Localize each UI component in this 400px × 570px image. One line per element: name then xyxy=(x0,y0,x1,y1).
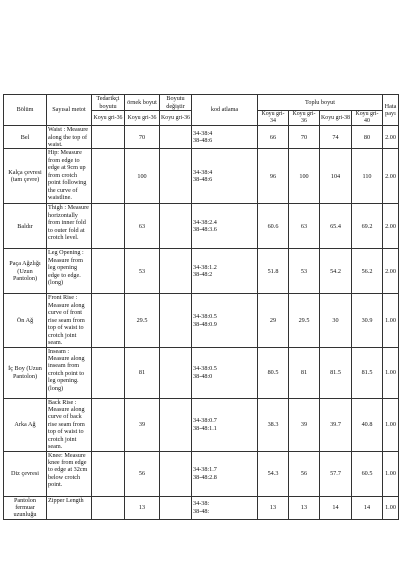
row-method: Front Rise : Measure along curve of front rise seam from top of waist to crotch joint seam. xyxy=(47,294,92,347)
row-part: İç Boy (Uzun Pantolon) xyxy=(4,347,47,398)
row-bulk-38: 39.7 xyxy=(320,398,352,451)
row-sample: 29.5 xyxy=(125,294,160,347)
row-code: 34-38:0.5 38-48:0 xyxy=(192,347,258,398)
row-bulk-36: 56 xyxy=(289,451,320,496)
row-supplier xyxy=(92,126,125,149)
row-bulk-40: 56.2 xyxy=(352,249,383,294)
row-part: Arka Ağ xyxy=(4,398,47,451)
row-supplier xyxy=(92,496,125,519)
row-bulk-34: 80.5 xyxy=(258,347,289,398)
row-supplier xyxy=(92,149,125,204)
row-bulk-34: 60.6 xyxy=(258,204,289,249)
row-sample: 81 xyxy=(125,347,160,398)
row-sample: 13 xyxy=(125,496,160,519)
row-bulk-38: 30 xyxy=(320,294,352,347)
row-method: Thigh : Measure horizontally from inner fold to outer fold at crotch level. xyxy=(47,204,92,249)
row-supplier xyxy=(92,294,125,347)
row-code: 34-38:2.4 38-48:3.6 xyxy=(192,204,258,249)
row-measure-change xyxy=(160,204,192,249)
header-supplier: Tedarikçi boyutu xyxy=(92,95,125,111)
row-bulk-40: 80 xyxy=(352,126,383,149)
table-row xyxy=(4,451,399,496)
table-row xyxy=(4,398,399,451)
row-bulk-38: 65.4 xyxy=(320,204,352,249)
row-code: 34-38: 38-48: xyxy=(192,496,258,519)
row-method: Hip: Measure from edge to edge at 9cm up from crotch point following the curve of waistline. xyxy=(47,149,92,204)
row-tolerance: 1.00 xyxy=(383,451,399,496)
row-supplier xyxy=(92,398,125,451)
row-measure-change xyxy=(160,294,192,347)
row-method: Inseam : Measure along inseam from crotch point to leg opening. (long) xyxy=(47,347,92,398)
row-bulk-34: 29 xyxy=(258,294,289,347)
header-bulk: Toplu boyut xyxy=(258,95,383,111)
row-bulk-40: 110 xyxy=(352,149,383,204)
subheader-bulk-38: Koyu gri-38 xyxy=(320,111,352,126)
row-tolerance: 2.00 xyxy=(383,126,399,149)
row-bulk-34: 13 xyxy=(258,496,289,519)
row-sample: 53 xyxy=(125,249,160,294)
subheader-supplier: Koyu gri-36 xyxy=(92,111,125,126)
header-bolum: Bölüm xyxy=(4,95,47,126)
row-part: Diz çevresi xyxy=(4,451,47,496)
row-bulk-40: 14 xyxy=(352,496,383,519)
subheader-sample: Koyu gri-36 xyxy=(125,111,160,126)
header-tolerance: Hata payı xyxy=(383,95,399,126)
row-measure-change xyxy=(160,496,192,519)
row-part: Ön Ağ xyxy=(4,294,47,347)
row-bulk-40: 60.5 xyxy=(352,451,383,496)
row-bulk-36: 53 xyxy=(289,249,320,294)
row-tolerance: 2.00 xyxy=(383,149,399,204)
row-code: 34-38:4 38-48:6 xyxy=(192,126,258,149)
row-measure-change xyxy=(160,398,192,451)
row-bulk-34: 38.3 xyxy=(258,398,289,451)
row-bulk-34: 54.3 xyxy=(258,451,289,496)
row-measure-change xyxy=(160,126,192,149)
table-row xyxy=(4,126,399,149)
row-part: Kalça çevresi (tam çevre) xyxy=(4,149,47,204)
row-code: 34-38:4 38-48:6 xyxy=(192,149,258,204)
row-tolerance: 2.00 xyxy=(383,249,399,294)
row-method: Leg Opening : Measure from leg opening edge to edge. (long) xyxy=(47,249,92,294)
row-part: Bel xyxy=(4,126,47,149)
table-row xyxy=(4,249,399,294)
row-bulk-38: 57.7 xyxy=(320,451,352,496)
row-part: Baldır xyxy=(4,204,47,249)
row-part: Paça Ağzlığı (Uzun Pantolon) xyxy=(4,249,47,294)
row-sample: 56 xyxy=(125,451,160,496)
row-bulk-38: 104 xyxy=(320,149,352,204)
row-measure-change xyxy=(160,149,192,204)
row-method: Waist : Measure along the top of waist. xyxy=(48,126,90,149)
row-tolerance: 1.00 xyxy=(383,398,399,451)
row-bulk-36: 29.5 xyxy=(289,294,320,347)
row-sample: 100 xyxy=(125,149,160,204)
subheader-bulk-40: Koyu gri-40 xyxy=(352,111,383,126)
row-measure-change xyxy=(160,347,192,398)
row-bulk-36: 70 xyxy=(289,126,320,149)
row-bulk-38: 14 xyxy=(320,496,352,519)
row-bulk-40: 69.2 xyxy=(352,204,383,249)
subheader-bulk-34: Koyu gri-34 xyxy=(258,111,289,126)
row-measure-change xyxy=(160,249,192,294)
row-tolerance: 1.00 xyxy=(383,294,399,347)
row-bulk-36: 100 xyxy=(289,149,320,204)
table-row xyxy=(4,347,399,398)
row-bulk-34: 96 xyxy=(258,149,289,204)
row-tolerance: 1.00 xyxy=(383,347,399,398)
row-bulk-40: 40.8 xyxy=(352,398,383,451)
row-bulk-38: 74 xyxy=(320,126,352,149)
header-sample: örnek boyut xyxy=(125,95,160,111)
table-row xyxy=(4,149,399,204)
row-supplier xyxy=(92,347,125,398)
row-tolerance: 1.00 xyxy=(383,496,399,519)
row-bulk-38: 81.5 xyxy=(320,347,352,398)
row-code: 34-38:0.7 38-48:1.1 xyxy=(192,398,258,451)
table-row xyxy=(4,294,399,347)
subheader-measure-change: Koyu gri-36 xyxy=(160,111,192,126)
table-row xyxy=(4,204,399,249)
row-bulk-36: 63 xyxy=(289,204,320,249)
table-row xyxy=(4,496,399,519)
row-method: Back Rise : Measure along curve of back rise seam from top of waist to crotch joint seam. xyxy=(47,398,92,451)
row-bulk-36: 81 xyxy=(289,347,320,398)
row-bulk-34: 66 xyxy=(258,126,289,149)
row-supplier xyxy=(92,451,125,496)
row-part: Pantolon fermuar uzunluğu xyxy=(4,496,47,519)
row-sample: 70 xyxy=(125,126,160,149)
row-bulk-40: 30.9 xyxy=(352,294,383,347)
row-code: 34-38:1.7 38-48:2.8 xyxy=(192,451,258,496)
row-bulk-40: 81.5 xyxy=(352,347,383,398)
row-code: 34-38:1.2 38-48:2 xyxy=(192,249,258,294)
header-code: kod atlama xyxy=(192,95,258,126)
row-method: Knee: Measure knee from edge to edge at 32cm below crotch point. xyxy=(47,451,92,496)
size-spec-table xyxy=(3,94,399,520)
row-bulk-38: 54.2 xyxy=(320,249,352,294)
row-sample: 39 xyxy=(125,398,160,451)
row-sample: 63 xyxy=(125,204,160,249)
row-method: Zipper Length xyxy=(47,496,92,519)
header-measure-change: Boyutu değiştir xyxy=(160,95,192,111)
row-measure-change xyxy=(160,451,192,496)
header-method: Sayısal metot xyxy=(47,95,92,126)
row-bulk-36: 13 xyxy=(289,496,320,519)
row-tolerance: 2.00 xyxy=(383,204,399,249)
row-code: 34-38:0.5 38-48:0.9 xyxy=(192,294,258,347)
row-bulk-34: 51.8 xyxy=(258,249,289,294)
row-supplier xyxy=(92,204,125,249)
subheader-bulk-36: Koyu gri-36 xyxy=(289,111,320,126)
row-bulk-36: 39 xyxy=(289,398,320,451)
row-supplier xyxy=(92,249,125,294)
